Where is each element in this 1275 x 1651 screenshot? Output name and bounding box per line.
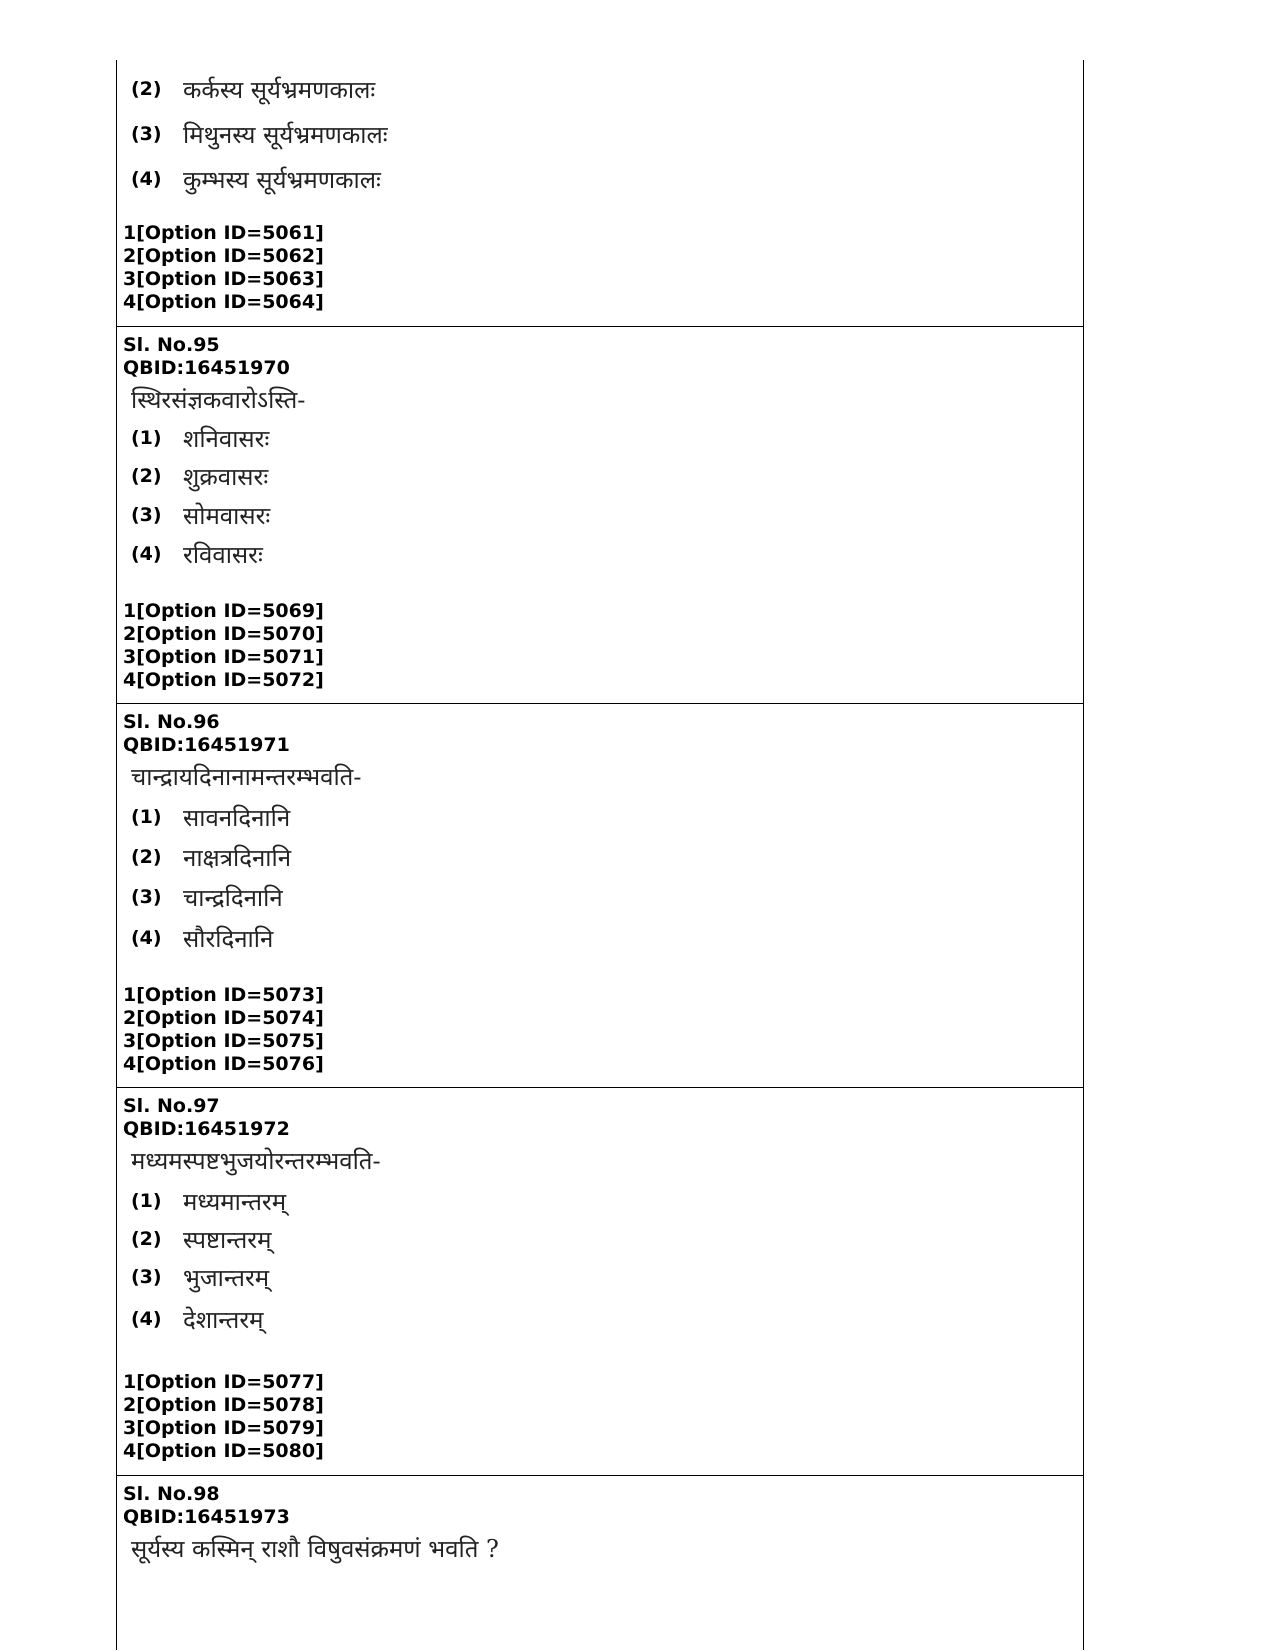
option-text: मिथुनस्य सूर्यभ्रमणकालः <box>183 120 388 149</box>
option-row <box>131 498 270 532</box>
option-ids <box>123 984 324 1076</box>
option-number: (2) <box>131 846 162 868</box>
option-number: (4) <box>131 168 162 190</box>
option-text: कुम्भस्य सूर्यभ्रमणकालः <box>183 165 381 194</box>
option-row <box>131 117 388 151</box>
option-row <box>131 1222 271 1256</box>
option-id: 1[Option ID=5069] <box>123 600 324 622</box>
qbid: QBID:16451971 <box>123 734 290 756</box>
option-ids <box>123 600 324 692</box>
option-ids <box>123 222 324 314</box>
option-number: (1) <box>131 806 162 828</box>
option-row <box>131 421 269 455</box>
option-id: 1[Option ID=5073] <box>123 984 324 1006</box>
option-row <box>131 880 283 914</box>
option-row <box>131 1184 286 1218</box>
option-text: रविवासरः <box>183 540 263 569</box>
option-id: 3[Option ID=5075] <box>123 1030 324 1052</box>
question-header <box>123 1483 290 1529</box>
option-number: (3) <box>131 886 162 908</box>
serial-number: Sl. No.95 <box>123 334 220 356</box>
qbid: QBID:16451973 <box>123 1506 290 1528</box>
option-text: शनिवासरः <box>183 424 270 453</box>
question-stem: सूर्यस्य कस्मिन् राशौ विषुवसंक्रमणं भवति ? <box>131 1535 499 1563</box>
option-id: 4[Option ID=5064] <box>123 291 324 313</box>
question-paper <box>116 60 1084 1650</box>
option-ids <box>123 1371 324 1463</box>
option-number: (4) <box>131 543 162 565</box>
option-text: भुजान्तरम् <box>183 1263 270 1292</box>
question-block <box>117 704 1083 1088</box>
option-row <box>131 537 263 571</box>
qbid: QBID:16451972 <box>123 1118 290 1140</box>
question-block <box>117 1088 1083 1476</box>
option-id: 4[Option ID=5072] <box>123 669 324 691</box>
question-stem: मध्यमस्पष्टभुजयोरन्तरम्भवति- <box>131 1147 381 1175</box>
option-number: (3) <box>131 123 162 145</box>
option-number: (3) <box>131 1266 162 1288</box>
option-id: 2[Option ID=5062] <box>123 245 324 267</box>
option-number: (4) <box>131 1308 162 1330</box>
option-row <box>131 921 273 955</box>
option-text: मध्यमान्तरम् <box>183 1187 287 1216</box>
qbid: QBID:16451970 <box>123 357 290 379</box>
option-row <box>131 72 375 106</box>
option-id: 2[Option ID=5078] <box>123 1394 324 1416</box>
serial-number: Sl. No.96 <box>123 711 220 733</box>
option-id: 2[Option ID=5074] <box>123 1007 324 1029</box>
option-text: स्पष्टान्तरम् <box>183 1225 272 1254</box>
option-id: 4[Option ID=5076] <box>123 1053 324 1075</box>
serial-number: Sl. No.97 <box>123 1095 220 1117</box>
option-text: कर्कस्य सूर्यभ्रमणकालः <box>183 75 376 104</box>
option-text: नाक्षत्रदिनानि <box>183 843 292 872</box>
option-number: (4) <box>131 927 162 949</box>
option-id: 3[Option ID=5071] <box>123 646 324 668</box>
option-row <box>131 1302 264 1336</box>
question-block <box>117 327 1083 704</box>
option-text: देशान्तरम् <box>183 1305 264 1334</box>
option-number: (3) <box>131 504 162 526</box>
question-stem: स्थिरसंज्ञकवारोऽस्ति- <box>131 386 306 414</box>
question-header <box>123 1095 290 1141</box>
option-number: (2) <box>131 465 162 487</box>
question-block <box>117 60 1083 327</box>
option-id: 4[Option ID=5080] <box>123 1440 324 1462</box>
question-header <box>123 711 290 757</box>
question-header <box>123 334 290 380</box>
option-number: (2) <box>131 78 162 100</box>
option-text: सोमवासरः <box>183 501 271 530</box>
option-row <box>131 162 381 196</box>
option-number: (2) <box>131 1228 162 1250</box>
option-id: 3[Option ID=5063] <box>123 268 324 290</box>
option-row <box>131 459 268 493</box>
option-text: शुक्रवासरः <box>183 462 269 491</box>
option-number: (1) <box>131 427 162 449</box>
serial-number: Sl. No.98 <box>123 1483 220 1505</box>
option-text: सावनदिनानि <box>183 803 291 832</box>
option-row <box>131 840 291 874</box>
option-row <box>131 1260 269 1294</box>
question-stem: चान्द्रायदिनानामन्तरम्भवति- <box>131 763 362 791</box>
option-id: 1[Option ID=5077] <box>123 1371 324 1393</box>
option-text: चान्द्रदिनानि <box>183 883 283 912</box>
option-text: सौरदिनानि <box>183 924 274 953</box>
question-block <box>117 1476 1083 1646</box>
option-number: (1) <box>131 1190 162 1212</box>
option-id: 1[Option ID=5061] <box>123 222 324 244</box>
option-id: 2[Option ID=5070] <box>123 623 324 645</box>
option-id: 3[Option ID=5079] <box>123 1417 324 1439</box>
option-row <box>131 800 290 834</box>
